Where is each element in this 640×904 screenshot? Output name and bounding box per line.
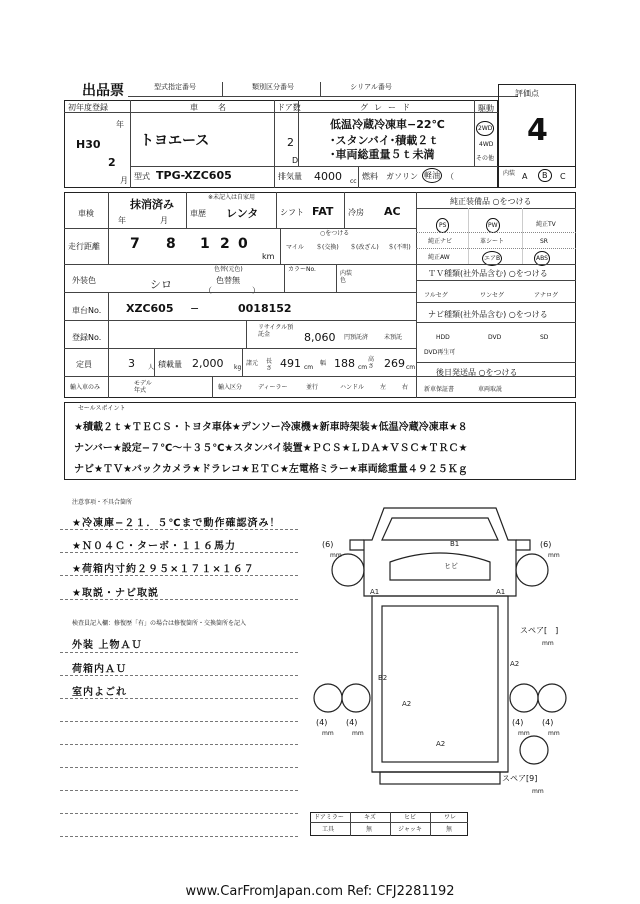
inspector-line-1: 外装 上物ＡＵ [72, 640, 143, 651]
sales-line-1: ★積載２ｔ★ＴＥＣＳ・トヨタ車体★デンソー冷凍機★新車時架装★低温冷蔵冷凍車★８ [74, 422, 468, 433]
grade-line-1: 低温冷蔵冷凍車−22℃ [330, 118, 445, 131]
import-dealer: ディーラー [258, 384, 288, 391]
import-label: 輸入車のみ [70, 384, 101, 391]
diagram-mark-crack: ヒビ [444, 562, 458, 570]
col-serial: シリアル番号 [350, 83, 392, 91]
fuel-gas: ガソリン [386, 172, 418, 181]
diagram-mark-a2-bottom: A2 [436, 740, 446, 748]
inspection-value: 抹消済み [130, 198, 174, 211]
col-model-code: 型式指定番号 [154, 83, 196, 91]
diagram-mark-a2-left: A2 [402, 700, 412, 708]
tire-rr2-unit: mm [548, 730, 560, 737]
dims-label: 諸元 [246, 360, 259, 367]
reg-label: 登録No. [72, 333, 102, 342]
equip-sr: SR [540, 238, 548, 245]
tire-rr2: 4 [545, 718, 551, 727]
model-label: 型式 [134, 172, 150, 181]
ac-value: AC [384, 205, 401, 218]
equip-tv: 純正TV [536, 221, 556, 228]
capacity-unit: 人 [148, 364, 155, 371]
car-name: トヨエース [140, 133, 210, 149]
tire-rr1-unit: mm [518, 730, 530, 737]
mileage-label: 走行距離 [68, 242, 100, 251]
legend-r4: 無 [446, 826, 453, 833]
history-label: 車歴 [190, 209, 206, 218]
recycle-unpaid: 未預託 [384, 334, 403, 341]
score-label: 評価点 [515, 89, 539, 98]
width-value: 188 [334, 357, 355, 370]
tv-title: ＴＶ種類(社外品含む) ○をつける [428, 269, 548, 278]
grade-line-2: ･スタンバイ･積載２ｔ [330, 134, 440, 147]
interior-b: B [538, 169, 552, 182]
color-change-label: 色替(元色) [214, 266, 243, 273]
color-change-value: 色替無 [216, 276, 240, 285]
inspector-line-3: 室内よごれ [72, 687, 127, 698]
equip-abs: ABS [534, 251, 550, 266]
drive-4wd: 4WD [479, 141, 494, 148]
recycle-unit: 円預託済 [344, 334, 369, 341]
docs-manual: 車両取説 [478, 386, 503, 393]
load-value: 2,000 [192, 357, 224, 370]
tire-rl2: 4 [349, 718, 355, 727]
height-label: 高さ [368, 356, 375, 370]
legend-h1: ドアミラー [314, 814, 344, 821]
color-value: シロ [150, 278, 172, 291]
inspection-month-unit: 月 [160, 216, 168, 225]
sales-line-2: ナンバー★設定−７℃〜＋３５℃★スタンバイ装置★ＰＣＳ★ＬＤＡ★ＶＳＣ★ＴＲＣ★ [74, 443, 468, 454]
ac-label: 冷房 [348, 208, 364, 217]
handle-label: ハンドル [340, 384, 365, 391]
truck-diagram [300, 500, 570, 800]
displacement-label: 排気量 [278, 172, 302, 181]
diagram-mark-b2: B2 [378, 674, 388, 682]
odo-exchange: ＄(交換) [316, 244, 339, 251]
history-value: レンタ [226, 207, 259, 220]
length-label: 長さ [266, 358, 273, 372]
model-year-label: モデル年式 [134, 380, 152, 394]
shift-value: FAT [312, 205, 334, 218]
chassis-number: 0018152 [238, 302, 292, 315]
sales-line-3: ナビ★ＴＶ★バックカメラ★ドラレコ★ＥＴＣ★左電格ミラー★車両総重量４９２５Ｋｇ [74, 464, 468, 475]
navi-title: ナビ種類(社外品含む) ○をつける [428, 310, 548, 319]
handle-left: 左 [380, 384, 387, 391]
fuel-label: 燃料 [362, 172, 378, 181]
tv-analog: アナログ [534, 292, 559, 299]
load-label: 積載量 [158, 360, 182, 369]
navi-dvd: DVD [488, 334, 502, 341]
navi-hdd: HDD [436, 334, 450, 341]
spare-top-unit: mm [542, 640, 554, 647]
interior-color-label: 内装色 [340, 270, 353, 284]
equip-title: 純正装備品 ○をつける [450, 197, 532, 206]
color-no-label: カラーNo. [288, 266, 316, 273]
tire-rl2-unit: mm [352, 730, 364, 737]
footer-ref: www.CarFromJapan.com Ref: CFJ2281192 [185, 884, 455, 899]
notes-line-4: ★取説・ナビ取説 [72, 588, 159, 599]
odo-tamper: ＄(改ざん) [350, 244, 379, 251]
car-name-label: 車名 [190, 103, 246, 112]
notes-line-3: ★荷箱内寸約２９５×１７１×１６７ [72, 564, 255, 575]
year-unit: 年 [116, 120, 124, 129]
odo-note: ○をつける [320, 230, 350, 237]
diagram-mark-a2-right: A2 [510, 660, 520, 668]
navi-sd: SD [540, 334, 549, 341]
equip-leather: 革シート [480, 238, 505, 245]
interior-c: C [560, 172, 566, 181]
interior-label: 内装 [503, 170, 516, 177]
chassis-label: 車台No. [72, 306, 102, 315]
spare-bottom-value: 9 [529, 774, 535, 783]
chassis-sep: − [190, 302, 200, 315]
tv-oneseg: ワンセグ [480, 292, 505, 299]
notes-line-1: ★冷凍庫−２１．５℃まで動作確認済み！ [72, 518, 281, 529]
month-unit: 月 [120, 176, 128, 185]
mileage-digit-5: 0 [238, 236, 248, 252]
drive-label: 駆動 [478, 104, 494, 113]
tire-fr-unit: mm [548, 552, 560, 559]
legend-h4: ワレ [444, 814, 457, 821]
doors-value: 2 [287, 136, 294, 149]
capacity-value: 3 [128, 357, 135, 370]
doors-sub: D [292, 156, 299, 165]
color-label: 外装色 [72, 276, 96, 285]
first-reg-label: 初年度登録 [68, 103, 108, 112]
mileage-unit: km [262, 252, 275, 261]
doors-label: ドア数 [277, 103, 301, 112]
equip-navi: 純正ナビ [428, 238, 453, 245]
mileage-digit-2: 8 [166, 236, 176, 252]
legend-r1: 工具 [322, 826, 335, 833]
shift-label: シフト [280, 208, 304, 217]
import-category: 輸入区分 [218, 384, 243, 391]
height-unit: cm [406, 364, 416, 371]
odo-mile: マイル [286, 244, 304, 251]
equip-ps: PS [436, 218, 449, 233]
diagram-mark-a1-right: A1 [496, 588, 506, 596]
equip-airbag: エアB [482, 251, 502, 266]
diagram-mark-a1-left: A1 [370, 588, 380, 596]
mileage-digit-4: 2 [220, 236, 230, 252]
inspector-line-2: 荷箱内ＡＵ [72, 664, 127, 675]
length-unit: cm [304, 364, 314, 371]
height-value: 269 [384, 357, 405, 370]
tire-fl: 6 [325, 540, 331, 549]
docs-title: 後日発送品 ○をつける [436, 368, 518, 377]
history-note: ※未記入は自家用 [208, 194, 256, 201]
equip-pw: PW [486, 218, 500, 233]
model-value: TPG-XZC605 [156, 169, 232, 182]
notes-line-2: ★Ｎ０４Ｃ・ターボ・１１６馬力 [72, 541, 236, 552]
page-title: 出品票 [82, 83, 124, 99]
sales-label: セールスポイント [78, 405, 126, 412]
mileage-digit-1: 7 [130, 236, 140, 252]
recycle-value: 8,060 [304, 331, 336, 344]
legend-h3: ヒビ [404, 814, 417, 821]
recycle-label: リサイクル預託金 [258, 324, 294, 338]
width-unit: cm [358, 364, 368, 371]
grade-label: グレード [360, 103, 416, 112]
tire-rl1-unit: mm [322, 730, 334, 737]
col-category: 類別区分番号 [252, 83, 294, 91]
drive-2wd: 2WD [476, 121, 494, 136]
displacement-unit: cc [350, 178, 357, 185]
fuel-selected: 軽油 [422, 168, 442, 183]
inspection-label: 車検 [78, 209, 94, 218]
diagram-mark-b1: B1 [450, 540, 460, 548]
spare-bottom-unit: mm [532, 788, 544, 795]
tire-rl1: 4 [319, 718, 325, 727]
legend-h2: キズ [364, 814, 376, 821]
import-parallel: 並行 [306, 384, 319, 391]
handle-right: 右 [402, 384, 409, 391]
tire-fr: 6 [543, 540, 549, 549]
tire-rr1: 4 [515, 718, 521, 727]
inspection-year-unit: 年 [118, 216, 126, 225]
spare-bottom-label: スペア [502, 774, 526, 783]
tv-fullseg: フルセグ [424, 292, 448, 299]
width-label: 幅 [320, 360, 327, 367]
first-reg-month: 2 [108, 156, 116, 169]
equip-aw: 純正AW [428, 254, 450, 261]
interior-a: A [522, 172, 528, 181]
tire-fl-unit: mm [330, 552, 342, 559]
odo-unknown: ＄(不明) [388, 244, 411, 251]
length-value: 491 [280, 357, 301, 370]
load-unit: kg [234, 364, 242, 371]
era-year: H30 [76, 138, 101, 151]
inspector-label: 検査員記入欄：修復歴「有」の場合は修復箇所・交換箇所を記入 [72, 620, 247, 627]
notes-label: 注意事項・不具合箇所 [72, 499, 133, 506]
drive-other: その他 [476, 155, 495, 162]
grade-line-3: ･車両総重量５ｔ未満 [330, 148, 435, 161]
legend-r3: ジャッキ [398, 826, 422, 833]
capacity-label: 定員 [76, 360, 92, 369]
legend-r2: 無 [366, 826, 373, 833]
docs-warranty: 新車保証書 [424, 386, 455, 393]
spare-top-label: スペア [520, 626, 544, 635]
mileage-digit-3: 1 [200, 236, 210, 252]
navi-dvd-play: DVD再生可 [424, 349, 456, 356]
chassis-model: XZC605 [126, 302, 174, 315]
displacement-value: 4000 [314, 170, 342, 183]
score-value: 4 [527, 113, 548, 148]
